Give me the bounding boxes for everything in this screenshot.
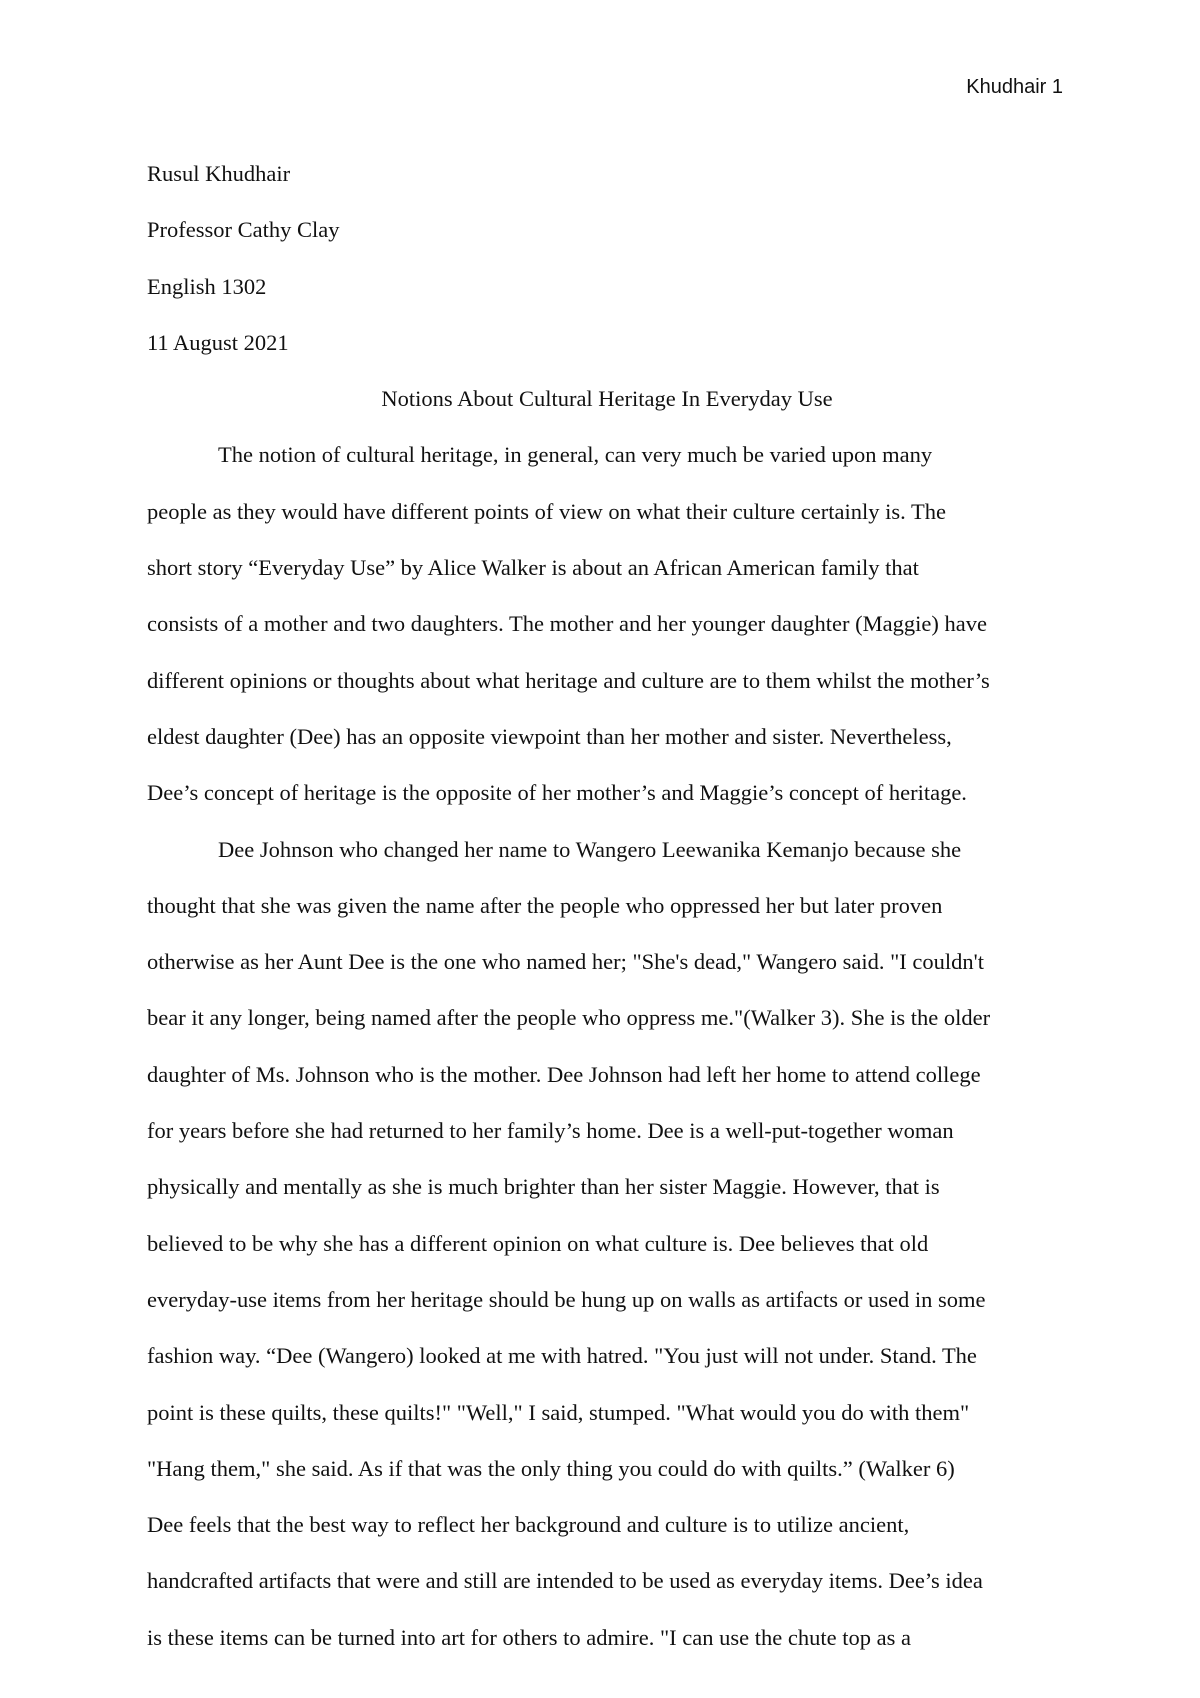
text-line: different opinions or thoughts about what heritage and culture are to them whilst the mother’s [147, 667, 990, 693]
course-name: English 1302 [147, 273, 267, 299]
paragraph-2 [147, 822, 1067, 1666]
student-name: Rusul Khudhair [147, 161, 291, 186]
essay-body [147, 146, 1067, 1666]
text-line: eldest daughter (Dee) has an opposite viewpoint than her mother and sister. Nevertheless, [147, 723, 952, 749]
text-line: daughter of Ms. Johnson who is the mother. Dee Johnson had left her home to attend college [147, 1061, 981, 1087]
text-line: point is these quilts, these quilts!" "Well," I said, stumped. "What would you do with them" [147, 1399, 970, 1425]
text-line: short story “Everyday Use” by Alice Walker is about an African American family that [147, 555, 919, 581]
text-line: people as they would have different points of view on what their culture certainly is. The [147, 498, 946, 524]
essay-date: 11 August 2021 [147, 329, 289, 355]
running-head: Khudhair 1 [966, 76, 1063, 98]
text-line: Dee Johnson who changed her name to Wangero Leewanika Kemanjo because she [218, 836, 962, 862]
professor-name: Professor Cathy Clay [147, 217, 340, 243]
text-line: is these items can be turned into art for others to admire. "I can use the chute top as a [147, 1624, 911, 1650]
text-line: "Hang them," she said. As if that was the only thing you could do with quilts.” (Walker 6) [147, 1455, 955, 1481]
essay-title: Notions About Cultural Heritage In Everyday Use [381, 386, 833, 412]
text-line: fashion way. “Dee (Wangero) looked at me with hatred. "You just will not under. Stand. The [147, 1343, 977, 1369]
text-line: bear it any longer, being named after the people who oppress me."(Walker 3). She is the older [147, 1005, 991, 1031]
paragraph-1 [147, 427, 1067, 821]
text-line: everyday-use items from her heritage should be hung up on walls as artifacts or used in some [147, 1286, 986, 1312]
text-line: The notion of cultural heritage, in general, can very much be varied upon many [218, 442, 933, 468]
text-line: physically and mentally as she is much brighter than her sister Maggie. However, that is [147, 1174, 940, 1200]
text-line: Dee’s concept of heritage is the opposite of her mother’s and Maggie’s concept of heritage. [147, 780, 967, 806]
text-line: Dee feels that the best way to reflect her background and culture is to utilize ancient, [147, 1512, 910, 1538]
text-line: handcrafted artifacts that were and still are intended to be used as everyday items. Dee’s idea [147, 1568, 983, 1594]
text-line: thought that she was given the name after the people who oppressed her but later proven [147, 892, 943, 918]
text-line: consists of a mother and two daughters. The mother and her younger daughter (Maggie) have [147, 611, 987, 637]
text-line: believed to be why she has a different opinion on what culture is. Dee believes that old [147, 1230, 929, 1256]
text-line: otherwise as her Aunt Dee is the one who named her; "She's dead," Wangero said. "I couldn't [147, 949, 984, 975]
text-line: for years before she had returned to her family’s home. Dee is a well-put-together woman [147, 1118, 954, 1144]
